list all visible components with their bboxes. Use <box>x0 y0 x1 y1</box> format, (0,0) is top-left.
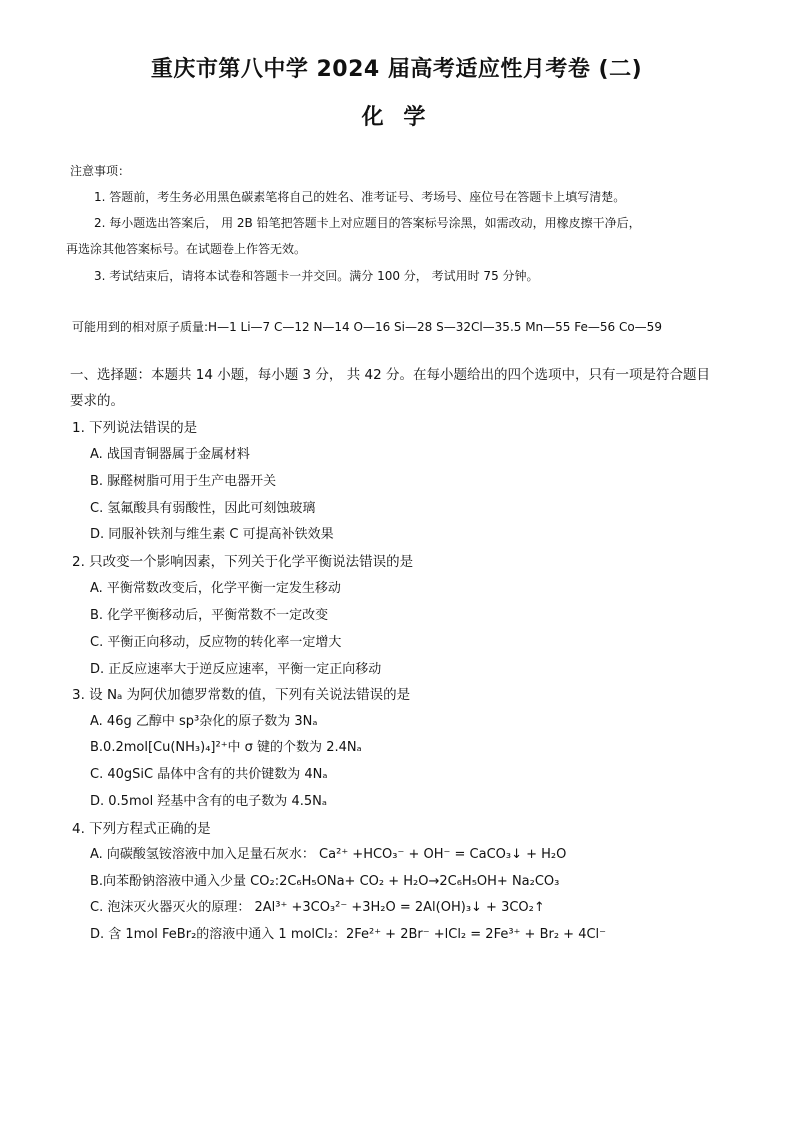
notice-heading: 注意事项： <box>70 164 131 178</box>
subject-title: 化 学 <box>361 105 432 130</box>
question-option: C. 氢氟酸具有弱酸性，因此可刻蚀玻璃 <box>90 501 316 516</box>
question-stem: 1. 下列说法错误的是 <box>72 420 198 436</box>
question-option: B. 脲醛树脂可用于生产电器开关 <box>90 474 277 489</box>
question-option: A. 46g 乙醇中 sp³杂化的原子数为 3Nₐ <box>90 714 318 729</box>
question-option: B.0.2mol[Cu(NH₃)₄]²⁺中 σ 键的个数为 2.4Nₐ <box>90 740 362 755</box>
exam-title: 重庆市第八中学 2024 届高考适应性月考卷 (二) <box>150 57 643 82</box>
question-option: A. 平衡常数改变后，化学平衡一定发生移动 <box>90 581 341 596</box>
question-stem: 3. 设 Nₐ 为阿伏加德罗常数的值，下列有关说法错误的是 <box>72 687 411 703</box>
notice-item-3: 3. 考试结束后，请将本试卷和答题卡一并交回。满分 100 分， 考试用时 75 分钟。 <box>94 269 539 283</box>
notice-item-2: 2. 每小题选出答案后， 用 2B 铅笔把答题卡上对应题目的答案标号涂黑，如需改动，用橡皮擦干净后， <box>94 216 641 230</box>
question-option: D. 正反应速率大于逆反应速率，平衡一定正向移动 <box>90 662 382 677</box>
notice-item-1: 1. 答题前，考生务必用黑色碳素笔将自己的姓名、准考证号、考场号、座位号在答题卡上填写清楚。 <box>94 190 626 204</box>
section-heading: 一、选择题：本题共 14 小题，每小题 3 分， 共 42 分。在每小题给出的四个选项中，只有一项是符合题目 <box>70 367 710 383</box>
question-option: B.向苯酚钠溶液中通入少量 CO₂:2C₆H₅ONa+ CO₂ + H₂O→2C₆H₅OH+ Na₂CO₃ <box>90 874 560 889</box>
question-option: C. 40gSiC 晶体中含有的共价键数为 4Nₐ <box>90 767 328 782</box>
section-heading-cont: 要求的。 <box>70 393 124 409</box>
question-stem: 4. 下列方程式正确的是 <box>72 821 211 837</box>
question-option: C. 平衡正向移动，反应物的转化率一定增大 <box>90 635 342 650</box>
question-option: B. 化学平衡移动后，平衡常数不一定改变 <box>90 608 329 623</box>
notice-item-2-cont: 再选涂其他答案标号。在试题卷上作答无效。 <box>66 242 307 256</box>
question-stem: 2. 只改变一个影响因素，下列关于化学平衡说法错误的是 <box>72 554 414 570</box>
question-option: A. 战国青铜器属于金属材料 <box>90 447 250 462</box>
question-option: D. 0.5mol 羟基中含有的电子数为 4.5Nₐ <box>90 794 327 809</box>
question-option: C. 泡沫灭火器灭火的原理： 2Al³⁺ +3CO₃²⁻ +3H₂O = 2Al(OH)₃↓ + 3CO₂↑ <box>90 900 545 915</box>
question-option: A. 向碳酸氢铵溶液中加入足量石灰水： Ca²⁺ +HCO₃⁻ + OH⁻ = CaCO₃↓ + H₂O <box>90 847 567 862</box>
question-option: D. 同服补铁剂与维生素 C 可提高补铁效果 <box>90 527 334 542</box>
atomic-masses: 可能用到的相对原子质量:H—1 Li—7 C—12 N—14 O—16 Si—28 S—32Cl—35.5 Mn—55 Fe—56 Co—59 <box>72 320 662 334</box>
question-option: D. 含 1mol FeBr₂的溶液中通入 1 molCl₂：2Fe²⁺ + 2Br⁻ +lCl₂ = 2Fe³⁺ + Br₂ + 4Cl⁻ <box>90 927 607 942</box>
